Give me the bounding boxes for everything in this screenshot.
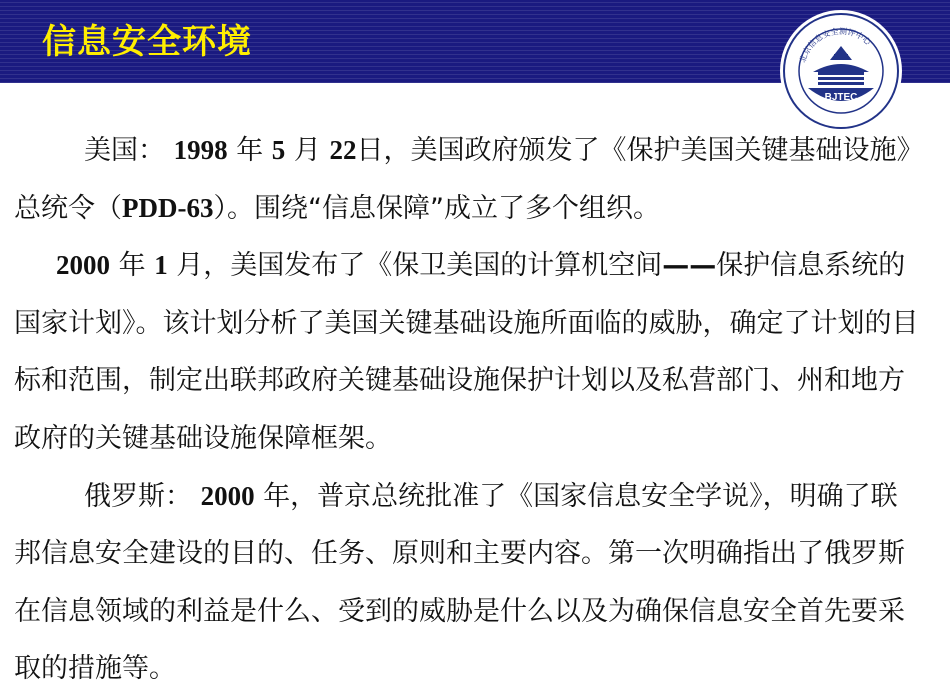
paragraph-usa-2000 <box>14 237 924 467</box>
text-segment: 保护信息系统的国家计划》。该计划分析了美国关键基础设施所面临的威胁，确定了计划的目标和范围，制定出联邦政府关键基础设施保护计划以及私营部门、州和地方政府的关键基础设施保障框架。 <box>14 250 919 454</box>
text-segment: 日，美国政府颁发了《保护美国关键基础设施》总统令（ <box>14 135 924 224</box>
logo-ring-text: 北京信息安全测评中心 <box>798 26 873 64</box>
slide-content <box>14 122 924 698</box>
day-number: 22 <box>329 135 357 165</box>
text-segment: 俄罗斯： <box>84 480 192 512</box>
bjtec-logo <box>780 10 902 132</box>
logo-text: BJTEC <box>824 92 858 103</box>
pdd-63: PDD-63 <box>122 192 214 223</box>
month-number: 5 <box>271 135 286 165</box>
year-1998: 1998 <box>173 135 228 165</box>
year-2000: 2000 <box>56 250 110 281</box>
paragraph-usa-1998 <box>14 122 924 237</box>
text-segment: 月 <box>293 135 321 166</box>
paragraph-russia-2000 <box>14 468 924 698</box>
text-segment: 美国： <box>84 135 165 166</box>
text-segment: 月，美国发布了《保卫美国的计算机空间 <box>176 250 663 282</box>
month-number: 1 <box>154 250 168 281</box>
em-dash: —— <box>662 250 717 282</box>
slide-title: 信息安全环境 <box>42 22 252 62</box>
logo-emblem-icon <box>780 10 902 132</box>
text-segment: 年，普京总统批准了《国家信息安全学说》，明确了联邦信息安全建设的目的、任务、原则和主要内容。第一次明确指出了俄罗斯在信息领域的利益是什么、受到的威胁是什么以及为确保信息安全首先要采取的措施等。 <box>14 480 905 685</box>
year-2000: 2000 <box>200 480 255 511</box>
text-segment: 年 <box>236 135 264 166</box>
text-segment: ）。围绕“信息保障”成立了多个组织。 <box>213 192 660 224</box>
text-segment: 年 <box>118 250 146 282</box>
